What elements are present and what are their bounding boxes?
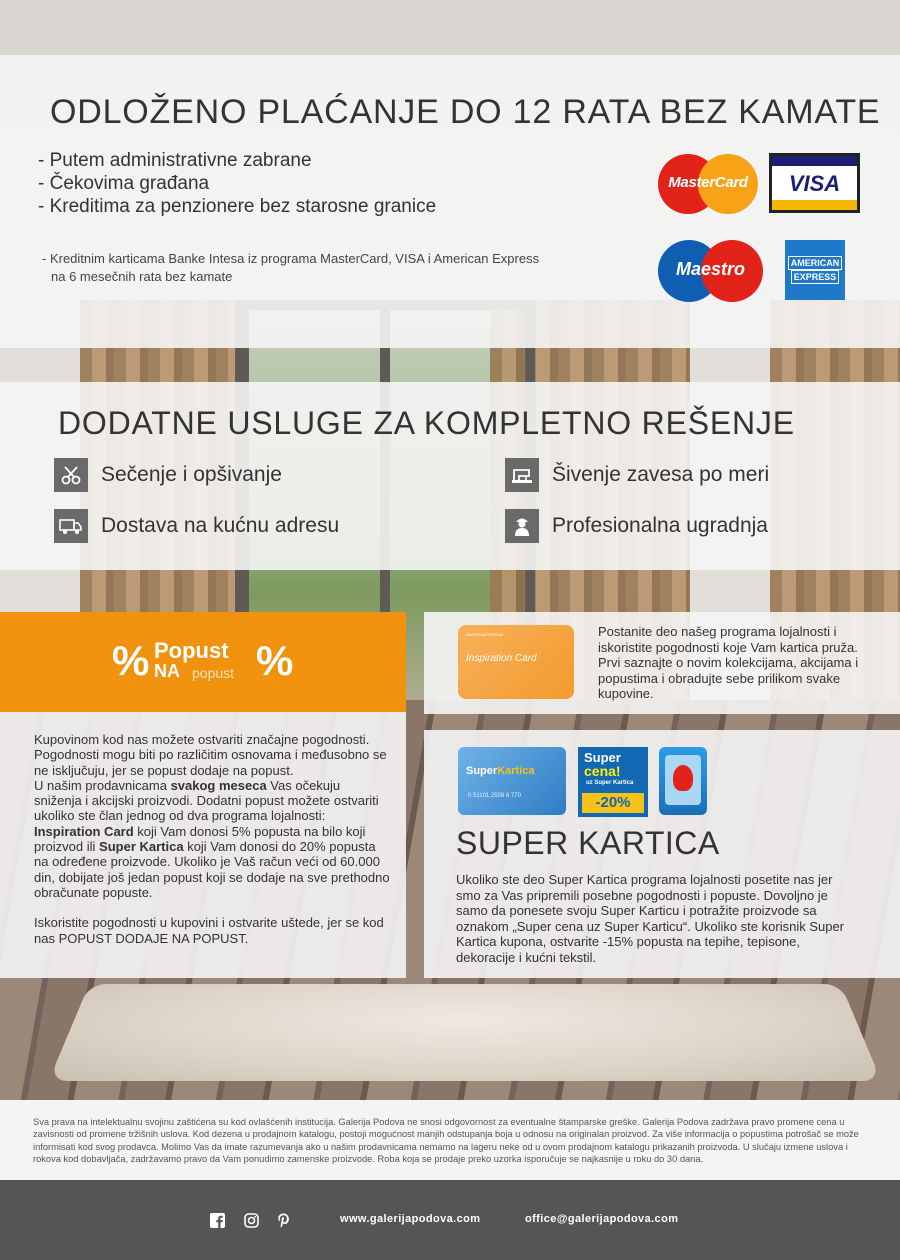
installer-person-icon bbox=[505, 509, 539, 543]
instagram-icon[interactable] bbox=[243, 1212, 259, 1228]
maestro-logo: Maestro bbox=[658, 240, 763, 302]
installments-title: ODLOŽENO PLAĆANJE DO 12 RATA BEZ KAMATE bbox=[50, 93, 881, 131]
rug-image bbox=[48, 984, 881, 1081]
installment-option: - Kreditima za penzionere bez starosne granice bbox=[38, 196, 437, 217]
popust-paragraph-2: U našim prodavnicama svakog meseca Vas očekuju sniženja i akcijski proizvodi. Dodatni popust možete ostvariti ukoliko ste član jednog od dva programa lojalnosti: Inspiration Card koji Vam donosi 5% popusta na bilo koji proizvod ili Super Kartica koji Vam donosi do 20% popusta na određene proizvode. Ukoliko je Vaš račun veći od 60.000 din, dobijate još jedan popust koji se dodaje na sve prethodno obračunate popuste. bbox=[34, 777, 390, 900]
inspiration-description: Postanite deo našeg programa lojalnosti i iskoristite pogodnosti koje Vam kartica pruža. Prvi saznajte o novim kolekcijama, akcijama i popustima i obradujte sebe prilikom svake kupovine. bbox=[598, 624, 859, 701]
american-express-logo: AMERICAN EXPRESS bbox=[785, 240, 845, 300]
mobile-app-icon bbox=[659, 747, 707, 815]
email-link[interactable]: office@galerijapodova.com bbox=[525, 1213, 679, 1225]
super-kartica-title: SUPER KARTICA bbox=[456, 825, 720, 861]
website-link[interactable]: www.galerijapodova.com bbox=[340, 1213, 481, 1225]
service-installation: Profesionalna ugradnja bbox=[505, 509, 768, 543]
inspiration-card-image: GALERIJA PODOVA Inspiration Card bbox=[458, 625, 574, 699]
installment-option: - Putem administrativne zabrane bbox=[38, 150, 312, 171]
scissors-icon bbox=[54, 458, 88, 492]
super-kartica-card-image: SuperKartica 0 51101 2508 8 770 bbox=[458, 747, 566, 815]
facebook-icon[interactable] bbox=[209, 1212, 225, 1228]
credit-card-note: - Kreditnim karticama Banke Intesa iz programa MasterCard, VISA i American Express na 6 mesečnih rata bez kamate bbox=[42, 251, 540, 284]
popust-description: Kupovinom kod nas možete ostvariti značajne pogodnosti. Pogodnosti mogu biti po različitim osnovama i međusobno se ne isključuju, jer se popust dodaje na popust. U našim prodavnicama svakog meseca Vas očekuju sniženja i akcijski proizvodi. Dodatni popust možete ostvariti ukoliko ste član jednog od dva programa lojalnosti: Inspiration Card koji Vam donosi 5% popusta na bilo koji proizvod ili Super Kartica koji Vam donosi do 20% popusta na određene proizvode. Ukoliko je Vaš račun veći od 60.000 din, dobijate još jedan popust koji se dodaje na sve prethodno obračunate popuste. Iskoristite pogodnosti u kupovini i ostvarite uštede, jer se kod nas POPUST DODAJE NA POPUST. bbox=[34, 732, 390, 946]
service-sewing: Šivenje zavesa po meri bbox=[505, 458, 769, 492]
sewing-machine-icon bbox=[505, 458, 539, 492]
mastercard-logo: MasterCard bbox=[658, 154, 758, 214]
visa-logo: VISA bbox=[769, 153, 860, 213]
super-kartica-description: Ukoliko ste deo Super Kartica programa lojalnosti posetite nas jer smo za Vas pripremili posebne pogodnosti i popuste. Dovoljno je samo da ponesete svoju Super Karticu i potražite proizvode sa oznakom „Super cena uz Super Karticu“. Ukoliko ste korisnik Super Kartica kupona, ostvarite -15% popusta na tepihe, tepisone, dekoracije i kućni tekstil. bbox=[456, 872, 845, 965]
service-cutting: Sečenje i opšivanje bbox=[54, 458, 282, 492]
legal-disclaimer: Sva prava na intelektualnu svojinu zaštićena su kod ovlašćenih institucija. Galerija Podova ne snosi odgovornost za eventualne štamparske greške. Galerija Podova zadržava pravo promene cena u zavisnosti od promene tržišnih uslova. Kod dezena u prodajnom katalogu, postoji mogućnost manjih odstupanja boja u odnosu na originalan proizvod. Za više informacija o popustima potrošač se može informisati kod svog prodavca. Molimo Vas da imate razumevanja ako u našim prodavnicama nemamo na lageru neke od u ovom prodajnom katalogu prikazanih proizvoda. U slučaju izmene uslova i rokova kod dobavljača, zadržavamo pravo da Vam ponudimo zamenske proizvode. Roba koja se prodaje preko uzorka isporučuje se najkasnije u roku do 30 dana. bbox=[0, 1100, 900, 1180]
delivery-truck-icon bbox=[54, 509, 88, 543]
pinterest-icon[interactable] bbox=[275, 1212, 291, 1228]
service-delivery: Dostava na kućnu adresu bbox=[54, 509, 339, 543]
super-cena-badge: Super cena! uz Super Kartica -20% bbox=[578, 747, 648, 817]
installment-option: - Čekovima građana bbox=[38, 173, 210, 194]
services-title: DODATNE USLUGE ZA KOMPLETNO REŠENJE bbox=[58, 405, 795, 441]
popust-na-popust-logo: % Popust NA popust % bbox=[112, 637, 294, 684]
